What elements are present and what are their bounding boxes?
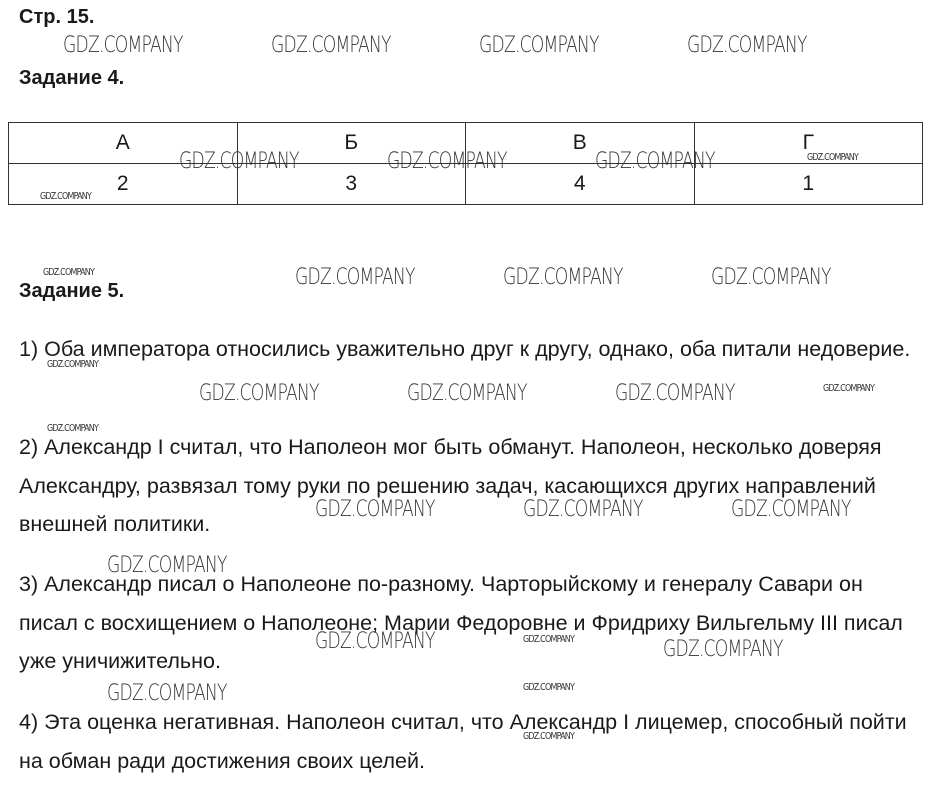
watermark: GDZ.COMPANY bbox=[687, 33, 807, 58]
watermark: GDZ.COMPANY bbox=[47, 359, 99, 370]
watermark: GDZ.COMPANY bbox=[503, 265, 623, 290]
watermark: GDZ.COMPANY bbox=[315, 497, 435, 522]
table-header-row bbox=[9, 123, 923, 164]
table-header-cell: Г bbox=[694, 123, 923, 164]
watermark: GDZ.COMPANY bbox=[47, 423, 99, 434]
table-value-cell: 2 bbox=[9, 164, 238, 205]
watermark: GDZ.COMPANY bbox=[479, 33, 599, 58]
page-title: Стр. 15. bbox=[19, 6, 95, 28]
watermark: GDZ.COMPANY bbox=[387, 149, 507, 174]
watermark: GDZ.COMPANY bbox=[595, 149, 715, 174]
table-value-cell: 4 bbox=[466, 164, 695, 205]
watermark: GDZ.COMPANY bbox=[523, 731, 575, 742]
answer-paragraph-3: 3) Александр писал о Наполеоне по-разному. Чарторыйскому и генералу Савари он писал с восхищением о Наполеоне; Марии Федоровне и Фридриху Вильгельму III писал уже уничижительно. bbox=[19, 572, 903, 673]
task4-title: Задание 4. bbox=[19, 67, 125, 89]
table-value-cell: 3 bbox=[237, 164, 466, 205]
answer-paragraph-2: 2) Александр I считал, что Наполеон мог быть обманут. Наполеон, несколько доверяя Александру, развязал тому руки по решению задач, касающихся других направлений внешней политики. bbox=[19, 435, 882, 536]
watermark: GDZ.COMPANY bbox=[199, 381, 319, 406]
table-header-cell: А bbox=[9, 123, 238, 164]
watermark: GDZ.COMPANY bbox=[807, 152, 859, 163]
watermark: GDZ.COMPANY bbox=[523, 682, 575, 693]
task5-title: Задание 5. bbox=[19, 280, 125, 302]
watermark: GDZ.COMPANY bbox=[823, 383, 875, 394]
table-value-cell: 1 bbox=[694, 164, 923, 205]
watermark: GDZ.COMPANY bbox=[271, 33, 391, 58]
watermark: GDZ.COMPANY bbox=[63, 33, 183, 58]
watermark: GDZ.COMPANY bbox=[315, 629, 435, 654]
watermark: GDZ.COMPANY bbox=[43, 267, 95, 278]
table-header-cell: Б bbox=[237, 123, 466, 164]
watermark: GDZ.COMPANY bbox=[523, 634, 575, 645]
answer-paragraph-1: 1) Оба императора относились уважительно друг к другу, однако, оба питали недоверие. bbox=[19, 337, 911, 361]
watermark: GDZ.COMPANY bbox=[107, 681, 227, 706]
watermark: GDZ.COMPANY bbox=[40, 191, 92, 202]
answer-paragraph-4: 4) Эта оценка негативная. Наполеон считал, что Александр I лицемер, способный пойти на обман ради достижения своих целей. bbox=[19, 710, 907, 773]
table-header-cell: В bbox=[466, 123, 695, 164]
watermark: GDZ.COMPANY bbox=[731, 497, 851, 522]
watermark: GDZ.COMPANY bbox=[711, 265, 831, 290]
table-value-row bbox=[9, 164, 923, 205]
watermark: GDZ.COMPANY bbox=[107, 553, 227, 578]
watermark: GDZ.COMPANY bbox=[407, 381, 527, 406]
watermark: GDZ.COMPANY bbox=[295, 265, 415, 290]
task4-answer-table bbox=[8, 122, 923, 205]
watermark: GDZ.COMPANY bbox=[523, 497, 643, 522]
watermark: GDZ.COMPANY bbox=[615, 381, 735, 406]
watermark: GDZ.COMPANY bbox=[179, 149, 299, 174]
watermark: GDZ.COMPANY bbox=[663, 637, 783, 662]
